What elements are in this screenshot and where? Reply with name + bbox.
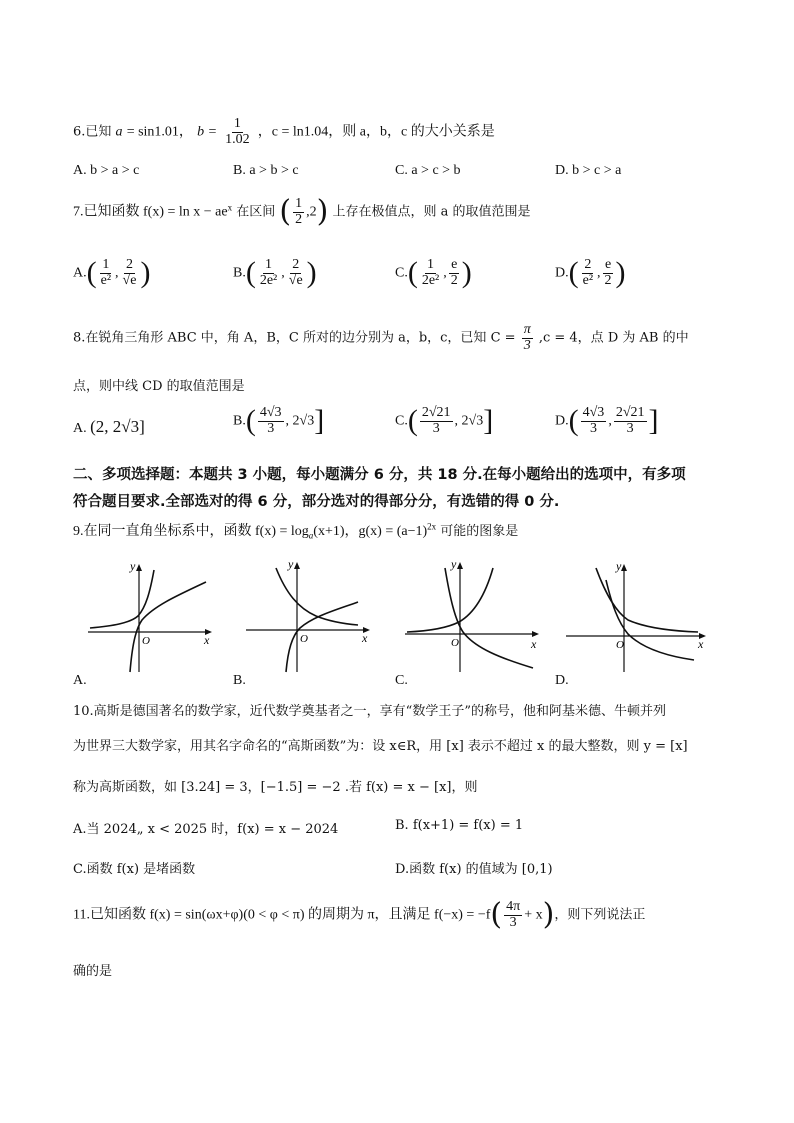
- q6-b-fraction: $\frac{1}{1.02}$: [225, 116, 250, 147]
- q10-option-b: B. f(x+1) = f(x) = 1: [395, 818, 524, 833]
- q8-pi-fraction: $\frac{\pi}{3}$: [523, 322, 531, 353]
- exponential-curve: [90, 570, 154, 628]
- q7-option-a: A.( $\frac{1}{\text{e²}}$ , $\frac{2}{√e}$ ): [73, 256, 151, 290]
- q6-option-a: A. b > a > c: [73, 163, 140, 178]
- q7-option-d: D.( $\frac{2}{\text{e²}}$ , $\frac{e}{2}$ ): [555, 256, 626, 290]
- q9-graph-b-label: B.: [233, 673, 246, 688]
- x-label: x: [204, 633, 210, 647]
- q9-graph-c: [405, 558, 545, 676]
- q6-option-c: C. a > c > b: [395, 163, 461, 178]
- origin-label: O: [451, 637, 459, 649]
- q9-graph-a-label: A.: [73, 673, 87, 688]
- q8-stem: 8.在锐角三角形 ABC 中，角 A，B，C 所对的边分别为 a，b，c，已知 C = $\frac{\pi}{3}$ ,c = 4，点 D 为 AB 的中: [73, 322, 689, 353]
- q9-graph-d: [566, 560, 711, 675]
- q8-option-d: D.( $\frac{4√3}{3}$ , $\frac{2√21}{3}$ ]: [555, 404, 659, 438]
- q9-graph-b: [246, 558, 376, 676]
- q8-option-b: B.( $\frac{4√3}{3}$ , 2√3]: [233, 404, 325, 438]
- x-label: x: [531, 637, 537, 651]
- y-label: y: [451, 558, 457, 571]
- q8-option-c: C.( $\frac{2√21}{3}$ , 2√3]: [395, 404, 494, 438]
- q8-option-a: A. (2, 2√3]: [73, 417, 145, 436]
- y-label: y: [616, 560, 622, 573]
- x-label: x: [362, 631, 368, 645]
- q7-interval-fraction: $\frac{1}{2}$: [295, 196, 303, 227]
- origin-label: O: [142, 635, 150, 647]
- section2-heading-line1: 二、多项选择题：本题共 3 小题，每小题满分 6 分，共 18 分.在每小题给出的选项中，有多项: [73, 467, 686, 483]
- y-axis-arrow: [621, 564, 627, 571]
- q7-option-c: C.( $\frac{1}{\text{2e²}}$ , $\frac{e}{2}$ ): [395, 256, 472, 290]
- section2-heading-line2: 符合题目要求.全部选对的得 6 分，部分选对的得部分分，有选错的得 0 分.: [73, 494, 560, 510]
- q11-stem: 11.已知函数 f(x) = sin(ωx+φ)(0 < φ < π) 的周期为 π，且满足 f(−x) = −f( $\frac{4\pi}{3}$ + x)，则下列说法正: [73, 897, 646, 933]
- q11-stem-line2: 确的是: [73, 964, 113, 979]
- log-curve: [445, 568, 533, 668]
- log-curve: [130, 582, 206, 672]
- q8-stem-line2: 点，则中线 CD 的取值范围是: [73, 379, 245, 394]
- exponential-curve: [407, 568, 493, 632]
- y-label: y: [288, 558, 294, 571]
- y-axis-arrow: [136, 564, 142, 571]
- q6-option-b: B. a > b > c: [233, 163, 299, 178]
- q10-line2: 为世界三大数学家，用其名字命名的“高斯函数”为：设 x∈R，用 [x] 表示不超过 x 的最大整数，则 y = [x]: [73, 739, 688, 754]
- q6-stem: 6.已知 a = sin1.01， b = $\frac{1}{1.02}$ ，c = ln1.04，则 a，b，c 的大小关系是: [73, 116, 495, 147]
- q10-line3: 称为高斯函数，如 [3.24] = 3，[−1.5] = −2 .若 f(x) = x − [x]，则: [73, 780, 478, 795]
- q10-option-a: A.当 2024„ x < 2025 时，f(x) = x − 2024: [73, 822, 339, 837]
- q7-option-b: B.( $\frac{1}{\text{2e²}}$ , $\frac{2}{√e}$ ): [233, 256, 317, 290]
- exponential-curve: [276, 568, 358, 625]
- q10-option-d: D.函数 f(x) 的值域为 [0,1): [395, 862, 553, 877]
- q9-graph-c-label: C.: [395, 673, 408, 688]
- q9-graph-a: [88, 560, 218, 675]
- origin-label: O: [616, 639, 624, 651]
- q9-graph-d-label: D.: [555, 673, 569, 688]
- q10-option-c: C.函数 f(x) 是堵函数: [73, 862, 196, 877]
- q7-stem: 7.已知函数 $f(x) = \ln x - ae^x$ 在区间 ( $\frac{1}{2}$ ,2) 上存在极值点，则 a 的取值范围是: [73, 194, 531, 230]
- q9-stem: 9.在同一直角坐标系中，函数 $f(x) = \log_a(x+1)$，$g(x) = (a-1)^{2x}$ 可能的图象是: [73, 521, 519, 541]
- origin-label: O: [300, 633, 308, 645]
- q6-option-d: D. b > c > a: [555, 163, 622, 178]
- q11-fraction: $\frac{4\pi}{3}$: [506, 899, 521, 930]
- x-label: x: [698, 637, 704, 651]
- y-label: y: [130, 560, 136, 573]
- y-axis-arrow: [294, 562, 300, 569]
- y-axis-arrow: [457, 562, 463, 569]
- q10-line1: 10.高斯是德国著名的数学家，近代数学奠基者之一，享有“数学王子”的称号，他和阿基米德、牛顿并列: [73, 704, 666, 719]
